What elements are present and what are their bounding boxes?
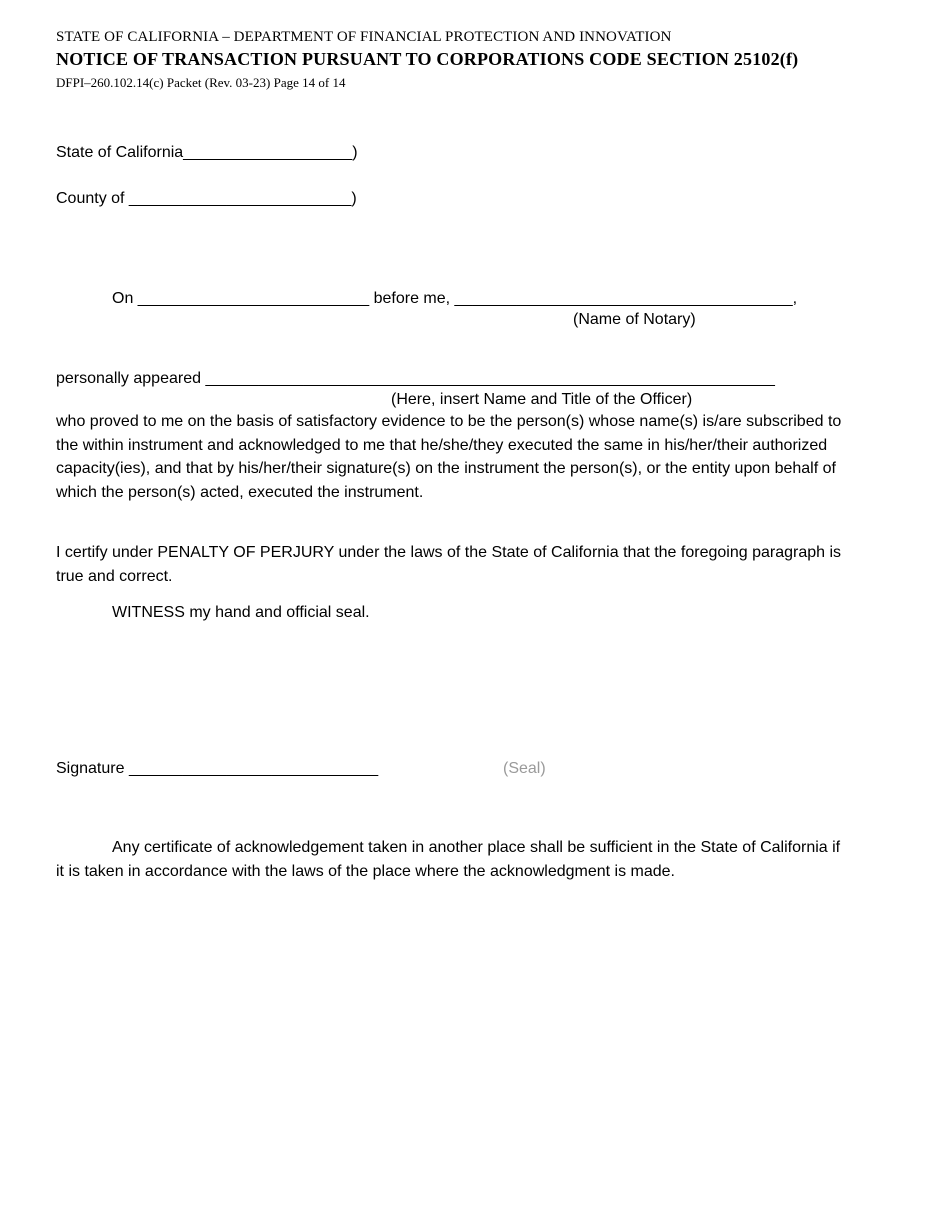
witness-line: WITNESS my hand and official seal. (112, 604, 370, 621)
proof-paragraph: who proved to me on the basis of satisfactory evidence to be the person(s) whose name(s) is/are subscribed to the within instrument and acknowledged to me that he/she/they executed the same in his/her/their authorized capacity(ies), and that by his/her/their signature(s) on the instrument the person(s), or the entity upon behalf of which the person(s) acted, executed the instrument. (56, 413, 842, 501)
perjury-paragraph: I certify under PENALTY OF PERJURY under the laws of the State of California that the foregoing paragraph is true and correct. (56, 544, 842, 585)
notary-name-caption: (Name of Notary) (573, 311, 696, 328)
form-number: DFPI–260.102.14(c) Packet (Rev. 03-23) Page 14 of 14 (56, 75, 346, 90)
signature-line[interactable]: Signature ____________________________ (56, 760, 379, 777)
officer-caption: (Here, insert Name and Title of the Officer) (391, 391, 693, 408)
document-title: NOTICE OF TRANSACTION PURSUANT TO CORPORATIONS CODE SECTION 25102(f) (56, 49, 799, 69)
personally-appeared-line[interactable]: personally appeared ________________________________________________________________ (56, 370, 775, 387)
acknowledgment-date-line[interactable]: On __________________________ before me, ______________________________________, (112, 290, 798, 307)
county-venue-line[interactable]: County of _________________________) (56, 190, 357, 207)
header-agency: STATE OF CALIFORNIA – DEPARTMENT OF FINANCIAL PROTECTION AND INNOVATION (56, 29, 672, 45)
seal-label: (Seal) (503, 760, 546, 777)
certificate-paragraph: Any certificate of acknowledgement taken in another place shall be sufficient in the State of California if it is taken in accordance with the laws of the place where the acknowledgment is made. (56, 839, 841, 880)
state-venue-line[interactable]: State of California___________________) (56, 144, 358, 161)
